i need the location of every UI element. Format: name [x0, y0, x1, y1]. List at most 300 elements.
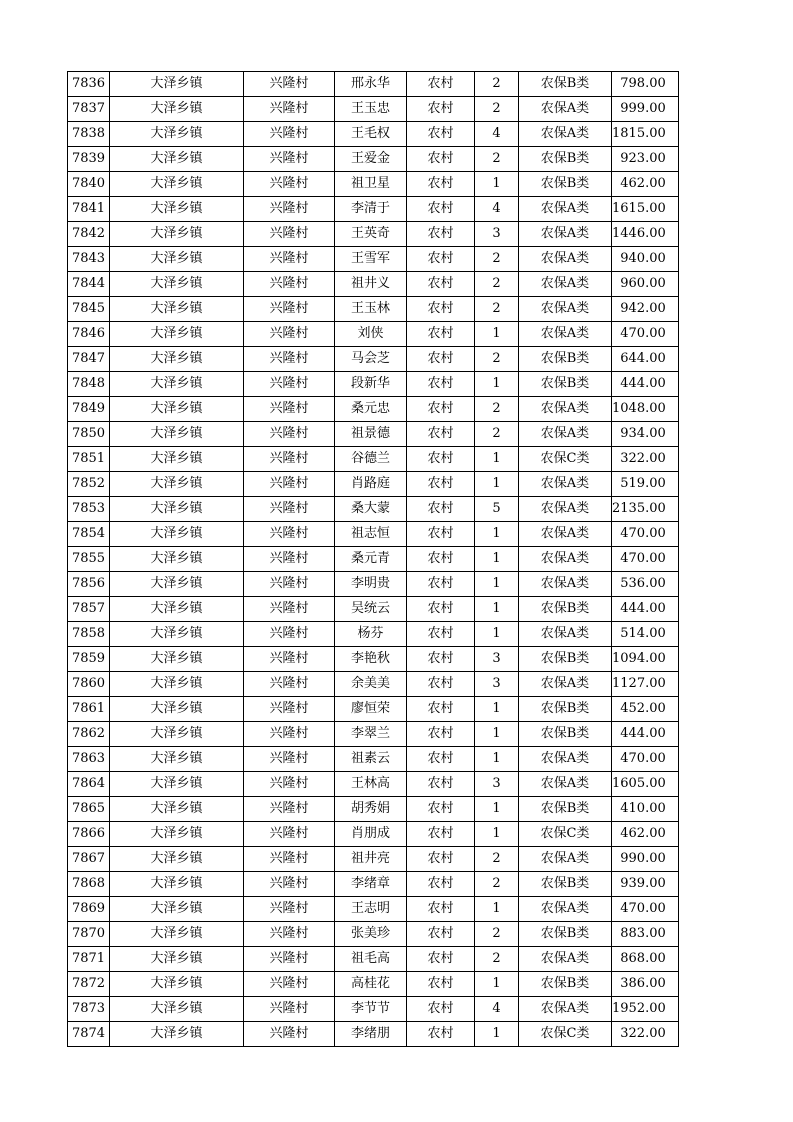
name-cell: 李翠兰 [335, 722, 407, 747]
household-count-cell: 5 [475, 497, 519, 522]
name-cell: 李明贵 [335, 572, 407, 597]
amount-cell: 798.00 [612, 72, 679, 97]
table-row [68, 472, 679, 497]
amount-cell: 1615.00 [612, 197, 679, 222]
amount-cell: 934.00 [612, 422, 679, 447]
insurance-class-cell: 农保A类 [519, 522, 612, 547]
name-cell: 祖素云 [335, 747, 407, 772]
household-count-cell: 3 [475, 672, 519, 697]
name-cell: 段新华 [335, 372, 407, 397]
category-cell: 农村 [407, 997, 475, 1022]
amount-cell: 1446.00 [612, 222, 679, 247]
household-count-cell: 1 [475, 1022, 519, 1047]
category-cell: 农村 [407, 822, 475, 847]
town-cell: 大泽乡镇 [110, 347, 244, 372]
insurance-class-cell: 农保A类 [519, 247, 612, 272]
town-cell: 大泽乡镇 [110, 172, 244, 197]
category-cell: 农村 [407, 672, 475, 697]
amount-cell: 1605.00 [612, 772, 679, 797]
household-count-cell: 1 [475, 322, 519, 347]
town-cell: 大泽乡镇 [110, 422, 244, 447]
name-cell: 邢永华 [335, 72, 407, 97]
table-row [68, 147, 679, 172]
name-cell: 桑元忠 [335, 397, 407, 422]
category-cell: 农村 [407, 722, 475, 747]
record-number: 7867 [68, 847, 110, 872]
category-cell: 农村 [407, 697, 475, 722]
category-cell: 农村 [407, 222, 475, 247]
insurance-class-cell: 农保C类 [519, 822, 612, 847]
town-cell: 大泽乡镇 [110, 372, 244, 397]
amount-cell: 322.00 [612, 447, 679, 472]
category-cell: 农村 [407, 922, 475, 947]
record-number: 7860 [68, 672, 110, 697]
insurance-class-cell: 农保A类 [519, 497, 612, 522]
village-cell: 兴隆村 [244, 272, 335, 297]
town-cell: 大泽乡镇 [110, 897, 244, 922]
household-count-cell: 1 [475, 597, 519, 622]
record-number: 7846 [68, 322, 110, 347]
table-row [68, 347, 679, 372]
amount-cell: 942.00 [612, 297, 679, 322]
village-cell: 兴隆村 [244, 722, 335, 747]
category-cell: 农村 [407, 497, 475, 522]
amount-cell: 410.00 [612, 797, 679, 822]
record-number: 7837 [68, 97, 110, 122]
name-cell: 王雪军 [335, 247, 407, 272]
insurance-class-cell: 农保A类 [519, 297, 612, 322]
household-count-cell: 1 [475, 697, 519, 722]
category-cell: 农村 [407, 1022, 475, 1047]
town-cell: 大泽乡镇 [110, 622, 244, 647]
household-count-cell: 2 [475, 397, 519, 422]
household-count-cell: 1 [475, 747, 519, 772]
table-row [68, 572, 679, 597]
village-cell: 兴隆村 [244, 772, 335, 797]
table-row [68, 422, 679, 447]
household-count-cell: 4 [475, 122, 519, 147]
table-row [68, 222, 679, 247]
amount-cell: 2135.00 [612, 497, 679, 522]
town-cell: 大泽乡镇 [110, 972, 244, 997]
household-count-cell: 1 [475, 372, 519, 397]
amount-cell: 444.00 [612, 597, 679, 622]
record-number: 7844 [68, 272, 110, 297]
village-cell: 兴隆村 [244, 922, 335, 947]
name-cell: 李艳秋 [335, 647, 407, 672]
category-cell: 农村 [407, 322, 475, 347]
table-row [68, 747, 679, 772]
village-cell: 兴隆村 [244, 172, 335, 197]
town-cell: 大泽乡镇 [110, 922, 244, 947]
village-cell: 兴隆村 [244, 822, 335, 847]
town-cell: 大泽乡镇 [110, 722, 244, 747]
insurance-class-cell: 农保B类 [519, 922, 612, 947]
table-row [68, 622, 679, 647]
table-row [68, 597, 679, 622]
amount-cell: 990.00 [612, 847, 679, 872]
category-cell: 农村 [407, 872, 475, 897]
household-count-cell: 1 [475, 822, 519, 847]
category-cell: 农村 [407, 397, 475, 422]
amount-cell: 960.00 [612, 272, 679, 297]
name-cell: 廖恒荣 [335, 697, 407, 722]
insurance-class-cell: 农保B类 [519, 72, 612, 97]
name-cell: 祖景德 [335, 422, 407, 447]
category-cell: 农村 [407, 272, 475, 297]
amount-cell: 386.00 [612, 972, 679, 997]
amount-cell: 470.00 [612, 747, 679, 772]
household-count-cell: 2 [475, 422, 519, 447]
insurance-class-cell: 农保B类 [519, 597, 612, 622]
category-cell: 农村 [407, 522, 475, 547]
category-cell: 农村 [407, 372, 475, 397]
insurance-class-cell: 农保B类 [519, 347, 612, 372]
name-cell: 王林高 [335, 772, 407, 797]
table-row [68, 197, 679, 222]
category-cell: 农村 [407, 572, 475, 597]
name-cell: 祖井义 [335, 272, 407, 297]
insurance-class-cell: 农保B类 [519, 372, 612, 397]
town-cell: 大泽乡镇 [110, 772, 244, 797]
town-cell: 大泽乡镇 [110, 397, 244, 422]
record-number: 7859 [68, 647, 110, 672]
table-row [68, 97, 679, 122]
record-number: 7870 [68, 922, 110, 947]
town-cell: 大泽乡镇 [110, 872, 244, 897]
village-cell: 兴隆村 [244, 497, 335, 522]
name-cell: 王玉林 [335, 297, 407, 322]
insurance-class-cell: 农保B类 [519, 172, 612, 197]
category-cell: 农村 [407, 547, 475, 572]
household-count-cell: 1 [475, 897, 519, 922]
amount-cell: 462.00 [612, 172, 679, 197]
name-cell: 李绪章 [335, 872, 407, 897]
insurance-class-cell: 农保B类 [519, 147, 612, 172]
table-row [68, 272, 679, 297]
name-cell: 桑元青 [335, 547, 407, 572]
town-cell: 大泽乡镇 [110, 272, 244, 297]
record-number: 7849 [68, 397, 110, 422]
table-row [68, 522, 679, 547]
insurance-class-cell: 农保A类 [519, 847, 612, 872]
amount-cell: 1094.00 [612, 647, 679, 672]
name-cell: 祖井亮 [335, 847, 407, 872]
town-cell: 大泽乡镇 [110, 147, 244, 172]
village-cell: 兴隆村 [244, 197, 335, 222]
village-cell: 兴隆村 [244, 72, 335, 97]
category-cell: 农村 [407, 422, 475, 447]
record-number: 7863 [68, 747, 110, 772]
record-number: 7836 [68, 72, 110, 97]
records-table [67, 71, 679, 1047]
insurance-class-cell: 农保A类 [519, 622, 612, 647]
village-cell: 兴隆村 [244, 947, 335, 972]
record-number: 7854 [68, 522, 110, 547]
record-number: 7838 [68, 122, 110, 147]
amount-cell: 519.00 [612, 472, 679, 497]
insurance-class-cell: 农保C类 [519, 447, 612, 472]
table-row [68, 497, 679, 522]
record-number: 7853 [68, 497, 110, 522]
town-cell: 大泽乡镇 [110, 222, 244, 247]
town-cell: 大泽乡镇 [110, 822, 244, 847]
household-count-cell: 2 [475, 247, 519, 272]
category-cell: 农村 [407, 197, 475, 222]
record-number: 7868 [68, 872, 110, 897]
name-cell: 桑大蒙 [335, 497, 407, 522]
town-cell: 大泽乡镇 [110, 497, 244, 522]
village-cell: 兴隆村 [244, 697, 335, 722]
village-cell: 兴隆村 [244, 447, 335, 472]
record-number: 7843 [68, 247, 110, 272]
town-cell: 大泽乡镇 [110, 97, 244, 122]
village-cell: 兴隆村 [244, 747, 335, 772]
amount-cell: 452.00 [612, 697, 679, 722]
amount-cell: 1127.00 [612, 672, 679, 697]
village-cell: 兴隆村 [244, 247, 335, 272]
household-count-cell: 2 [475, 297, 519, 322]
town-cell: 大泽乡镇 [110, 247, 244, 272]
insurance-class-cell: 农保A类 [519, 947, 612, 972]
household-count-cell: 3 [475, 772, 519, 797]
village-cell: 兴隆村 [244, 322, 335, 347]
town-cell: 大泽乡镇 [110, 197, 244, 222]
village-cell: 兴隆村 [244, 547, 335, 572]
household-count-cell: 1 [475, 547, 519, 572]
village-cell: 兴隆村 [244, 422, 335, 447]
household-count-cell: 2 [475, 947, 519, 972]
village-cell: 兴隆村 [244, 572, 335, 597]
insurance-class-cell: 农保A类 [519, 572, 612, 597]
insurance-class-cell: 农保B类 [519, 722, 612, 747]
category-cell: 农村 [407, 597, 475, 622]
town-cell: 大泽乡镇 [110, 122, 244, 147]
town-cell: 大泽乡镇 [110, 72, 244, 97]
town-cell: 大泽乡镇 [110, 797, 244, 822]
household-count-cell: 3 [475, 222, 519, 247]
record-number: 7871 [68, 947, 110, 972]
village-cell: 兴隆村 [244, 372, 335, 397]
insurance-class-cell: 农保A类 [519, 322, 612, 347]
village-cell: 兴隆村 [244, 522, 335, 547]
household-count-cell: 1 [475, 622, 519, 647]
table-row [68, 772, 679, 797]
category-cell: 农村 [407, 147, 475, 172]
village-cell: 兴隆村 [244, 147, 335, 172]
insurance-class-cell: 农保A类 [519, 122, 612, 147]
category-cell: 农村 [407, 947, 475, 972]
table-row [68, 947, 679, 972]
record-number: 7862 [68, 722, 110, 747]
insurance-class-cell: 农保B类 [519, 872, 612, 897]
household-count-cell: 2 [475, 922, 519, 947]
table-row [68, 897, 679, 922]
category-cell: 农村 [407, 972, 475, 997]
amount-cell: 1952.00 [612, 997, 679, 1022]
name-cell: 吴统云 [335, 597, 407, 622]
village-cell: 兴隆村 [244, 122, 335, 147]
village-cell: 兴隆村 [244, 597, 335, 622]
insurance-class-cell: 农保A类 [519, 997, 612, 1022]
table-row [68, 847, 679, 872]
village-cell: 兴隆村 [244, 222, 335, 247]
amount-cell: 1048.00 [612, 397, 679, 422]
insurance-class-cell: 农保A类 [519, 97, 612, 122]
name-cell: 祖志恒 [335, 522, 407, 547]
village-cell: 兴隆村 [244, 622, 335, 647]
village-cell: 兴隆村 [244, 297, 335, 322]
category-cell: 农村 [407, 72, 475, 97]
insurance-class-cell: 农保C类 [519, 1022, 612, 1047]
town-cell: 大泽乡镇 [110, 297, 244, 322]
town-cell: 大泽乡镇 [110, 647, 244, 672]
amount-cell: 1815.00 [612, 122, 679, 147]
record-number: 7842 [68, 222, 110, 247]
table-row [68, 972, 679, 997]
category-cell: 农村 [407, 447, 475, 472]
insurance-class-cell: 农保B类 [519, 797, 612, 822]
name-cell: 余美美 [335, 672, 407, 697]
amount-cell: 444.00 [612, 722, 679, 747]
amount-cell: 470.00 [612, 322, 679, 347]
record-number: 7840 [68, 172, 110, 197]
amount-cell: 883.00 [612, 922, 679, 947]
category-cell: 农村 [407, 347, 475, 372]
table-row [68, 122, 679, 147]
amount-cell: 939.00 [612, 872, 679, 897]
table-row [68, 172, 679, 197]
record-number: 7855 [68, 547, 110, 572]
household-count-cell: 1 [475, 722, 519, 747]
insurance-class-cell: 农保A类 [519, 547, 612, 572]
village-cell: 兴隆村 [244, 672, 335, 697]
household-count-cell: 2 [475, 72, 519, 97]
table-row [68, 672, 679, 697]
amount-cell: 462.00 [612, 822, 679, 847]
name-cell: 杨芬 [335, 622, 407, 647]
insurance-class-cell: 农保A类 [519, 897, 612, 922]
household-count-cell: 2 [475, 847, 519, 872]
insurance-class-cell: 农保A类 [519, 222, 612, 247]
record-number: 7865 [68, 797, 110, 822]
town-cell: 大泽乡镇 [110, 1022, 244, 1047]
table-row [68, 1022, 679, 1047]
insurance-class-cell: 农保A类 [519, 197, 612, 222]
town-cell: 大泽乡镇 [110, 697, 244, 722]
amount-cell: 514.00 [612, 622, 679, 647]
town-cell: 大泽乡镇 [110, 947, 244, 972]
insurance-class-cell: 农保B类 [519, 647, 612, 672]
household-count-cell: 1 [475, 797, 519, 822]
village-cell: 兴隆村 [244, 472, 335, 497]
table-row [68, 397, 679, 422]
record-number: 7852 [68, 472, 110, 497]
amount-cell: 470.00 [612, 547, 679, 572]
household-count-cell: 2 [475, 872, 519, 897]
record-number: 7841 [68, 197, 110, 222]
town-cell: 大泽乡镇 [110, 472, 244, 497]
household-count-cell: 2 [475, 97, 519, 122]
table-row [68, 372, 679, 397]
name-cell: 王毛权 [335, 122, 407, 147]
records-table-body [68, 72, 679, 1047]
category-cell: 农村 [407, 622, 475, 647]
record-number: 7848 [68, 372, 110, 397]
category-cell: 农村 [407, 247, 475, 272]
name-cell: 祖毛高 [335, 947, 407, 972]
name-cell: 刘侠 [335, 322, 407, 347]
household-count-cell: 1 [475, 172, 519, 197]
name-cell: 张美珍 [335, 922, 407, 947]
category-cell: 农村 [407, 797, 475, 822]
town-cell: 大泽乡镇 [110, 322, 244, 347]
household-count-cell: 1 [475, 447, 519, 472]
category-cell: 农村 [407, 847, 475, 872]
town-cell: 大泽乡镇 [110, 672, 244, 697]
name-cell: 肖路庭 [335, 472, 407, 497]
amount-cell: 470.00 [612, 897, 679, 922]
household-count-cell: 3 [475, 647, 519, 672]
insurance-class-cell: 农保A类 [519, 672, 612, 697]
household-count-cell: 1 [475, 972, 519, 997]
name-cell: 李节节 [335, 997, 407, 1022]
name-cell: 谷德兰 [335, 447, 407, 472]
household-count-cell: 2 [475, 147, 519, 172]
town-cell: 大泽乡镇 [110, 547, 244, 572]
table-row [68, 297, 679, 322]
insurance-class-cell: 农保A类 [519, 397, 612, 422]
village-cell: 兴隆村 [244, 397, 335, 422]
table-row [68, 997, 679, 1022]
record-number: 7839 [68, 147, 110, 172]
record-number: 7874 [68, 1022, 110, 1047]
town-cell: 大泽乡镇 [110, 997, 244, 1022]
amount-cell: 470.00 [612, 522, 679, 547]
insurance-class-cell: 农保A类 [519, 747, 612, 772]
name-cell: 马会芝 [335, 347, 407, 372]
table-row [68, 872, 679, 897]
village-cell: 兴隆村 [244, 847, 335, 872]
table-row [68, 72, 679, 97]
household-count-cell: 2 [475, 347, 519, 372]
amount-cell: 868.00 [612, 947, 679, 972]
insurance-class-cell: 农保A类 [519, 272, 612, 297]
table-row [68, 547, 679, 572]
name-cell: 李绪朋 [335, 1022, 407, 1047]
table-row [68, 647, 679, 672]
table-row [68, 322, 679, 347]
category-cell: 农村 [407, 472, 475, 497]
table-row [68, 247, 679, 272]
record-number: 7847 [68, 347, 110, 372]
record-number: 7856 [68, 572, 110, 597]
record-number: 7845 [68, 297, 110, 322]
amount-cell: 940.00 [612, 247, 679, 272]
record-number: 7851 [68, 447, 110, 472]
record-number: 7869 [68, 897, 110, 922]
insurance-class-cell: 农保A类 [519, 772, 612, 797]
category-cell: 农村 [407, 172, 475, 197]
category-cell: 农村 [407, 647, 475, 672]
village-cell: 兴隆村 [244, 97, 335, 122]
name-cell: 王玉忠 [335, 97, 407, 122]
table-row [68, 797, 679, 822]
village-cell: 兴隆村 [244, 647, 335, 672]
town-cell: 大泽乡镇 [110, 447, 244, 472]
town-cell: 大泽乡镇 [110, 572, 244, 597]
name-cell: 肖朋成 [335, 822, 407, 847]
